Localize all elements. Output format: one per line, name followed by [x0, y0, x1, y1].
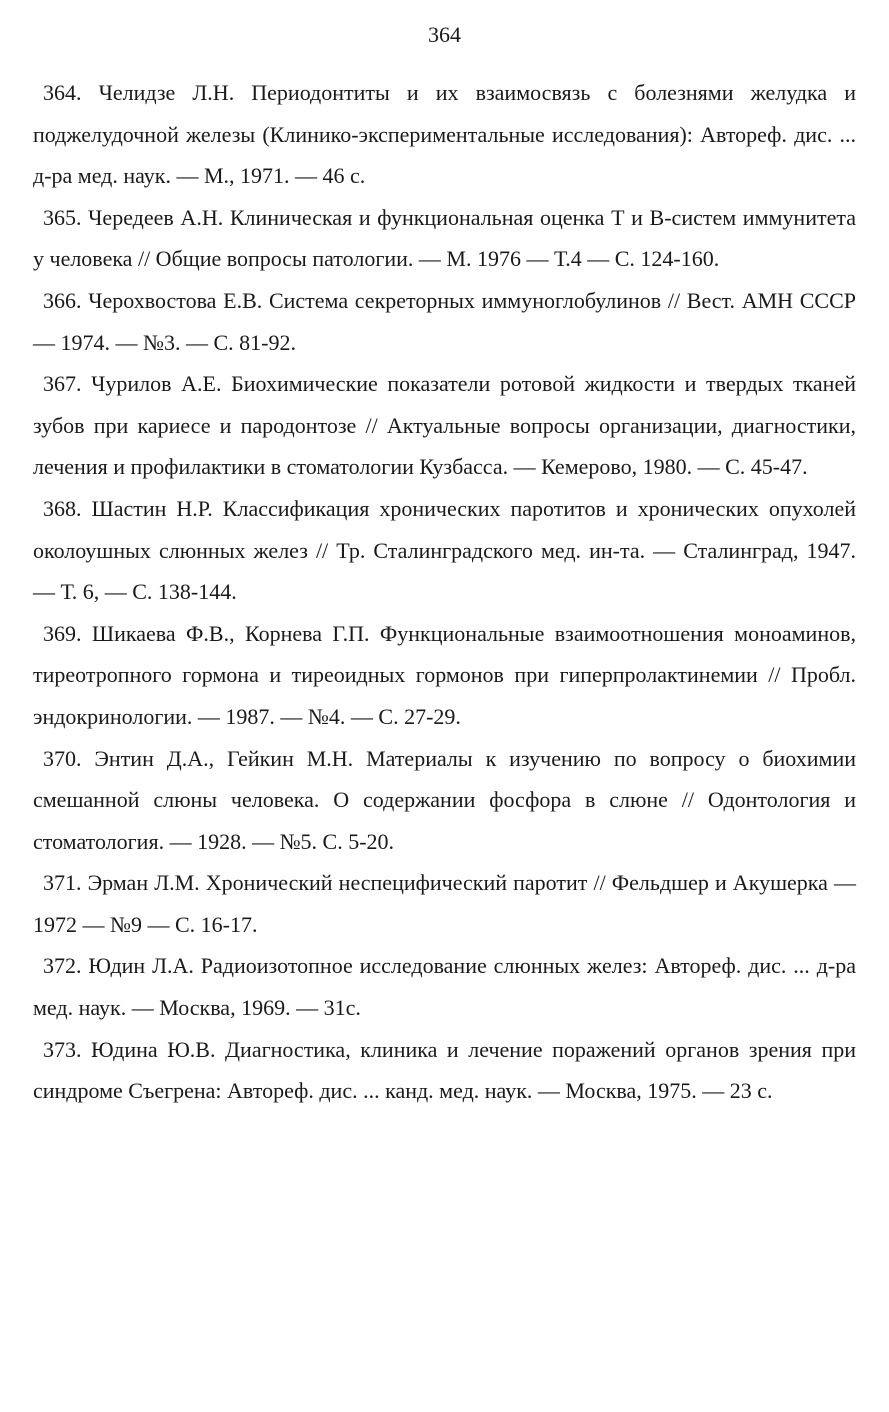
bibliography-entry: 370. Энтин Д.А., Гейкин М.Н. Материалы к изучению по вопросу о биохимии смешанной слюны человека. О содержании фосфора в слюне // Одонтология и стоматология. — 1928. — №5. С. 5-20. — [33, 745, 856, 854]
page-number: 364 — [428, 22, 461, 47]
bibliography-entry: 364. Челидзе Л.Н. Периодонтиты и их взаимосвязь с болезнями желудка и поджелудочной железы (Клинико-экспериментальные исследования): Автореф. дис. ... д-ра мед. наук. — М., 1971. — 46 с. — [33, 80, 856, 189]
bibliography-entry: 372. Юдин Л.А. Радиоизотопное исследование слюнных желез: Автореф. дис. ... д-ра мед. наук. — Москва, 1969. — 31с. — [33, 953, 856, 1021]
bibliography-entry: 367. Чурилов А.Е. Биохимические показатели ротовой жидкости и твердых тканей зубов при кариесе и пародонтозе // Актуальные вопросы организации, диагностики, лечения и профилактики в стоматологии Кузбасса. — Кемерово, 1980. — С. 45-47. — [33, 371, 856, 480]
bibliography-entry: 365. Чередеев А.Н. Клиническая и функциональная оценка Т и В-систем иммунитета у человека // Общие вопросы патологии. — М. 1976 — Т.4 — С. 124-160. — [33, 204, 856, 272]
bibliography-entry: 368. Шастин Н.Р. Классификация хронических паротитов и хронических опухолей околоушных слюнных желез // Тр. Сталинградского мед. ин-та. — Сталинград, 1947. — Т. 6, — С. 138-144. — [33, 495, 856, 605]
bibliography-list — [33, 72, 856, 1112]
bibliography-entry: 366. Черохвостова Е.В. Система секреторных иммуноглобулинов // Вест. АМН СССР — 1974. — №3. — С. 81-92. — [33, 287, 856, 355]
bibliography-entry: 373. Юдина Ю.В. Диагностика, клиника и лечение поражений органов зрения при синдроме Съегрена: Автореф. дис. ... канд. мед. наук. — Москва, 1975. — 23 с. — [33, 1036, 856, 1104]
bibliography-entry: 369. Шикаева Ф.В., Корнева Г.П. Функциональные взаимоотношения моноаминов, тиреотропного гормона и тиреоидных гормонов при гиперпролактинемии // Пробл. эндокринологии. — 1987. — №4. — С. 27-29. — [33, 620, 856, 729]
bibliography-entry: 371. Эрман Л.М. Хронический неспецифический паротит // Фельдшер и Акушерка — 1972 — №9 — С. 16-17. — [33, 870, 856, 937]
document-page — [33, 18, 856, 1112]
